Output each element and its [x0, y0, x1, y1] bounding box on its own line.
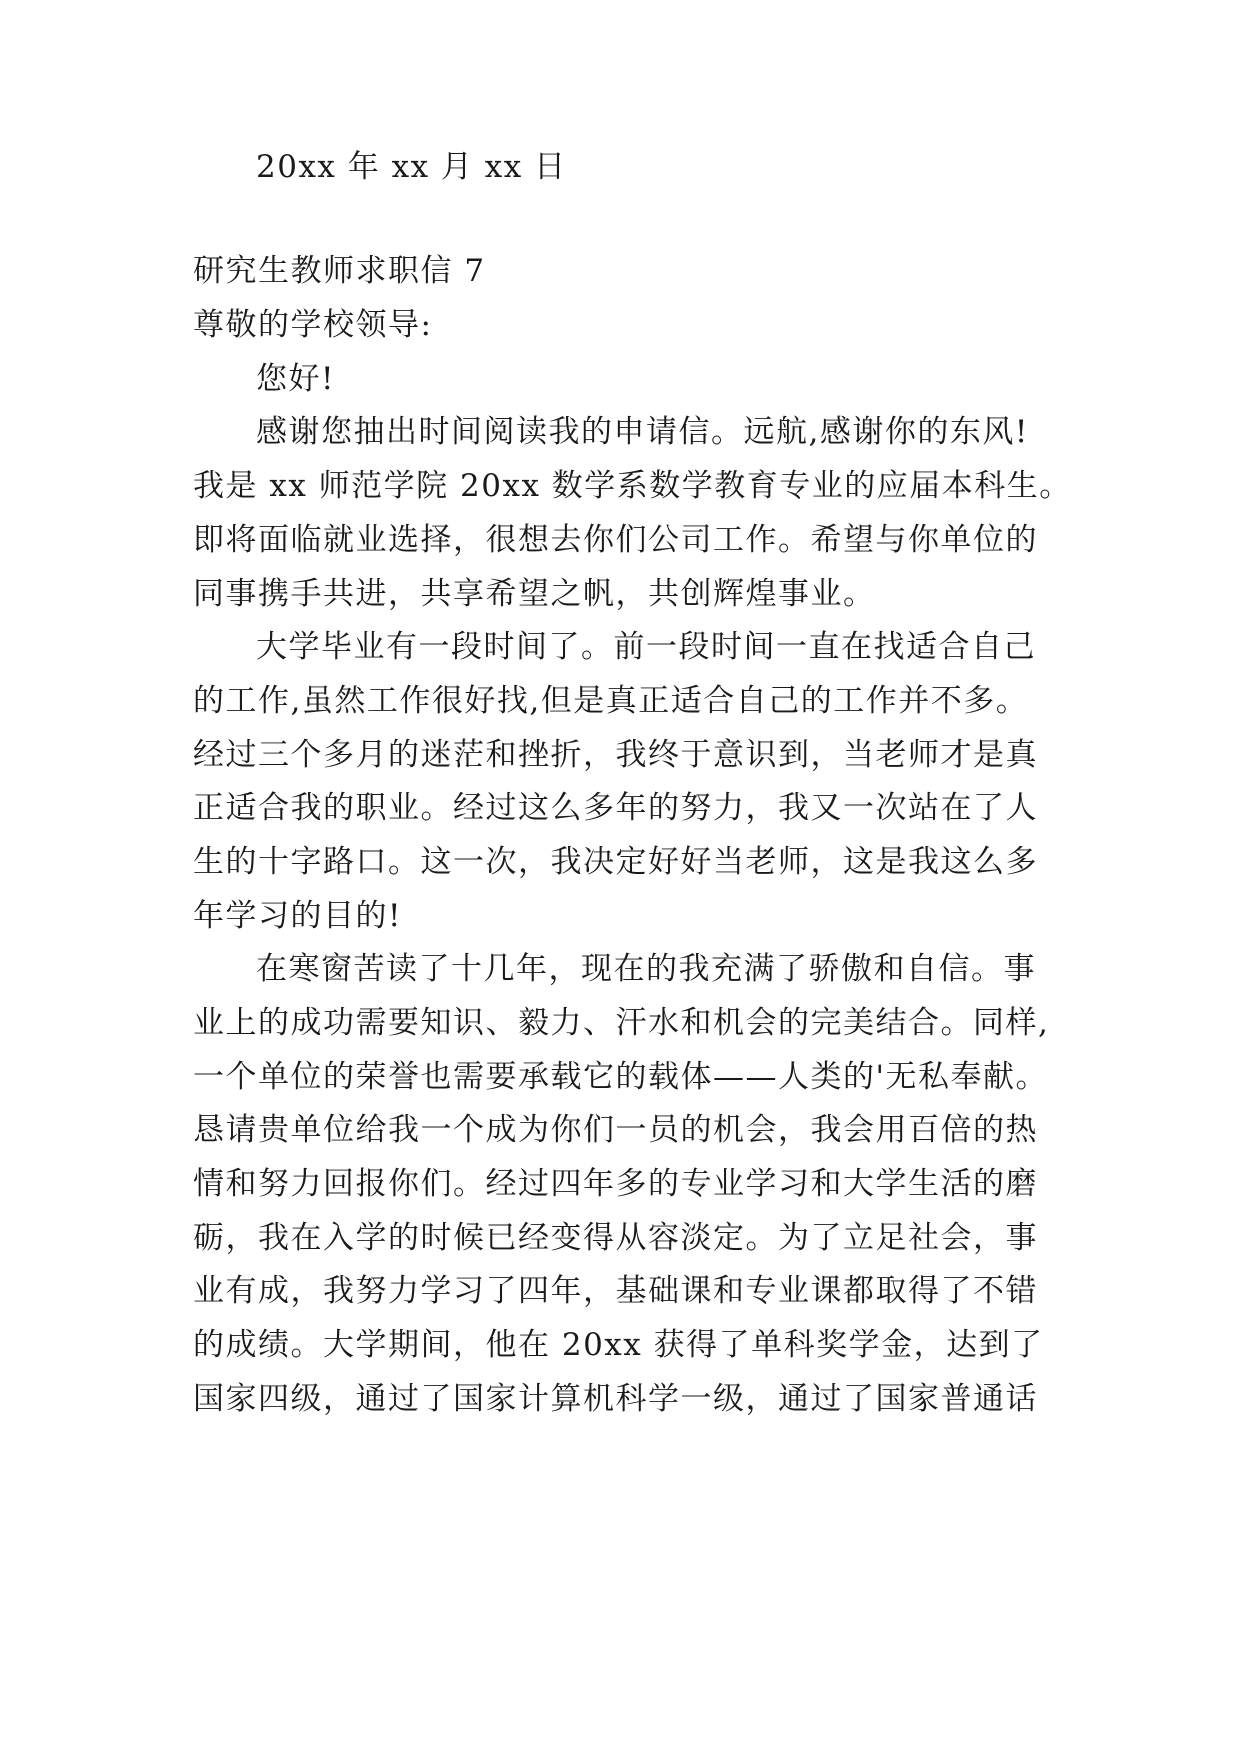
body-line: 我是 xx 师范学院 20xx 数学系数学教育专业的应届本科生。 [193, 468, 1072, 504]
body-line: 国家四级，通过了国家计算机科学一级，通过了国家普通话 [193, 1381, 1038, 1417]
body-line: 在寒窗苦读了十几年，现在的我充满了骄傲和自信。事 [256, 951, 1036, 987]
body-line: 年学习的目的! [193, 898, 402, 934]
body-line: 经过三个多月的迷茫和挫折，我终于意识到，当老师才是真 [193, 737, 1038, 773]
body-line: 同事携手共进，共享希望之帆，共创辉煌事业。 [193, 576, 876, 612]
body-line: 情和努力回报你们。经过四年多的专业学习和大学生活的磨 [193, 1166, 1038, 1202]
body-line: 大学毕业有一段时间了。前一段时间一直在找适合自己 [256, 629, 1036, 665]
date-line: 20xx 年 xx 月 xx 日 [256, 149, 567, 185]
body-line: 即将面临就业选择，很想去你们公司工作。希望与你单位的 [193, 522, 1038, 558]
letter-title: 研究生教师求职信 7 [193, 253, 486, 289]
body-line: 业有成，我努力学习了四年，基础课和专业课都取得了不错 [193, 1273, 1038, 1309]
body-line: 正适合我的职业。经过这么多年的努力，我又一次站在了人 [193, 790, 1038, 826]
body-line: 业上的成功需要知识、毅力、汗水和机会的完美结合。同样, [193, 1005, 1050, 1041]
body-line: 感谢您抽出时间阅读我的申请信。远航,感谢你的东风! [256, 414, 1029, 450]
greeting: 您好! [256, 361, 335, 397]
body-line: 恳请贵单位给我一个成为你们一员的机会，我会用百倍的热 [193, 1112, 1038, 1148]
body-line: 的工作,虽然工作很好找,但是真正适合自己的工作并不多。 [193, 683, 1029, 719]
body-line: 的成绩。大学期间，他在 20xx 获得了单科奖学金，达到了 [193, 1327, 1044, 1363]
body-line: 一个单位的荣誉也需要承载它的载体——人类的'无私奉献。 [193, 1059, 1049, 1095]
salutation: 尊敬的学校领导: [193, 307, 433, 343]
body-line: 生的十字路口。这一次，我决定好好当老师，这是我这么多 [193, 844, 1038, 880]
body-line: 砺，我在入学的时候已经变得从容淡定。为了立足社会，事 [193, 1220, 1038, 1256]
